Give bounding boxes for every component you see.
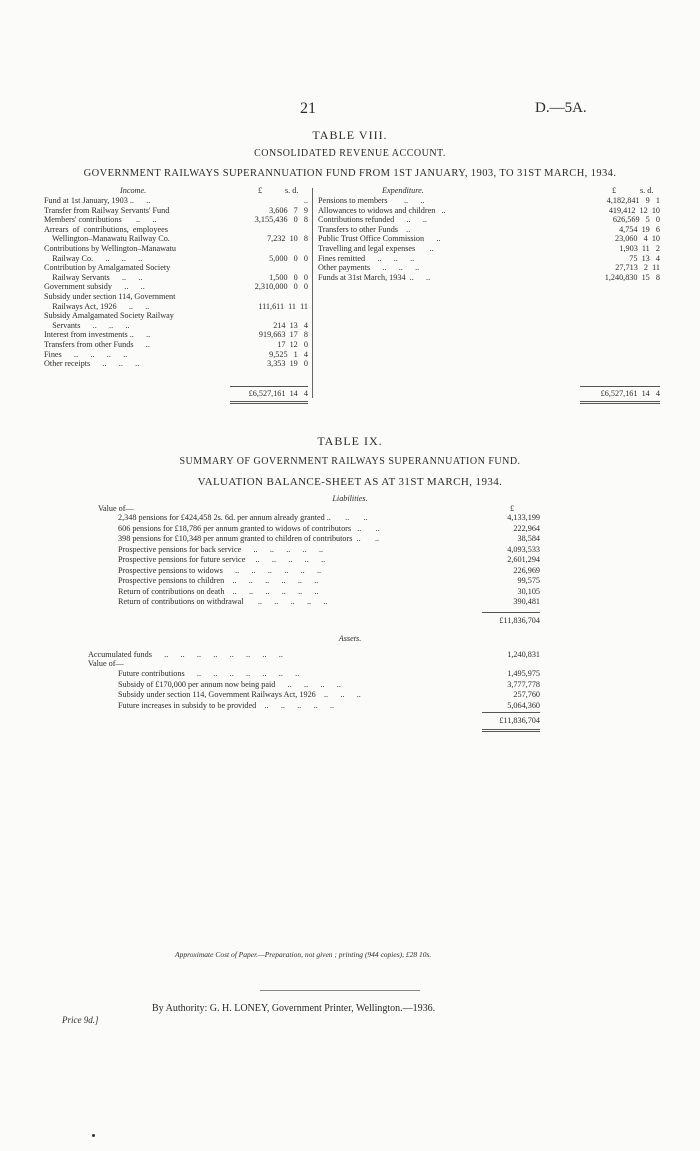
asset-line-label: Subsidy of £170,000 per annum now being paid .. .. .. .. [118, 679, 341, 689]
paper-cost-note: Approximate Cost of Paper.—Preparation, not given ; printing (944 copies), £28 10s. [175, 950, 432, 959]
expenditure-rule [580, 386, 660, 387]
asset-line-amount: 257,760 [513, 690, 540, 699]
income-line-amount: 3,606 7 9 [269, 205, 308, 215]
liability-line-label: Return of contributions on death .. .. .. .. .. .. [118, 586, 319, 596]
liabilities-total: £11,836,704 [499, 616, 540, 625]
liability-line-amount: 4,133,199 [507, 513, 540, 522]
income-line-label: Servants .. .. .. [44, 320, 130, 330]
table-9-title: TABLE IX. [317, 434, 383, 448]
assets-total: £11,836,704 [499, 716, 540, 725]
income-line-amount: 919,663 17 8 [258, 330, 308, 340]
income-line-label: Railway Co. .. .. .. [44, 253, 143, 263]
income-line-amount: .. [303, 196, 308, 205]
income-line-label: Interest from investments .. .. [44, 330, 151, 340]
asset-line-amount: 3,777,778 [507, 679, 540, 689]
value-of-label: Value of— [98, 504, 134, 513]
liabilities-header: Liabilities. [332, 494, 368, 503]
income-line-label: Subsidy Amalgamated Society Railway [44, 311, 174, 321]
expenditure-pound-header: £ [612, 186, 617, 195]
liability-line-label: Return of contributions on withdrawal .. .. .. .. .. [118, 597, 328, 606]
assets-value-of-label: Value of— [88, 659, 124, 668]
income-line-amount: 5,000 0 0 [269, 253, 308, 263]
expenditure-line-label: Transfers to other Funds .. [318, 224, 411, 234]
asset-line-label: Future increases in subsidy to be provided .. .. .. .. .. [118, 700, 335, 710]
liability-line-amount: 2,601,294 [507, 555, 540, 564]
expenditure-line-label: Public Trust Office Commission .. [318, 234, 441, 244]
liability-line-label: 398 pensions for £10,348 per annum granted to children of contributors .. .. [118, 534, 380, 543]
expenditure-line-amount: 1,240,830 15 8 [604, 272, 660, 282]
liability-line-amount: 30,105 [517, 586, 540, 596]
income-line-amount: 17 12 0 [277, 340, 308, 349]
liability-line-amount: 38,584 [517, 534, 540, 543]
table-8-title: TABLE VIII. [312, 128, 388, 142]
liability-line-label: Prospective pensions to children .. .. .. .. .. .. [118, 576, 319, 585]
table-9-heading: VALUATION BALANCE-SHEET AS AT 31ST MARCH, 1934. [197, 476, 503, 488]
expenditure-line-label: Fines remitted .. .. .. [318, 253, 415, 263]
asset-line-label: Future contributions .. .. .. .. .. .. .. [118, 669, 300, 678]
price-label: Price 9d.] [62, 1015, 99, 1025]
liabilities-rule [482, 612, 540, 613]
liability-line-amount: 99,575 [517, 576, 540, 585]
income-line-amount: 111,611 11 11 [258, 301, 308, 311]
expenditure-line-amount: 4,754 19 6 [619, 224, 660, 234]
expenditure-line-amount: 419,412 12 10 [608, 205, 660, 215]
income-line-amount: 3,155,436 0 8 [254, 215, 308, 225]
liabilities-pound-header: £ [510, 504, 515, 513]
expenditure-line-amount: 4,182,841 9 1 [606, 196, 660, 205]
income-double-rule-2 [230, 403, 308, 404]
expenditure-line-label: Other payments .. .. .. [318, 263, 420, 273]
expenditure-line-label: Pensions to members .. .. [318, 196, 425, 205]
expenditure-line-amount: 75 13 4 [629, 253, 660, 263]
liability-line-amount: 226,969 [513, 565, 540, 575]
expenditure-line-amount: 23,060 4 10 [614, 234, 660, 244]
income-header: Income. [120, 186, 147, 195]
assets-rule [482, 712, 540, 713]
assets-header: Assets. [338, 634, 362, 643]
liability-line-label: Prospective pensions for back service .. .. .. .. .. [118, 544, 324, 554]
asset-line-amount: 5,064,360 [507, 700, 540, 710]
income-line-amount: 9,525 1 4 [269, 349, 308, 359]
expenditure-sd-header: s. d. [640, 186, 654, 195]
income-line-amount: 2,310,000 0 0 [254, 282, 308, 292]
liability-line-label: Prospective pensions to widows .. .. .. .. .. .. [118, 565, 322, 575]
income-total: £6,527,161 14 4 [248, 389, 308, 398]
table-8-heading: GOVERNMENT RAILWAYS SUPERANNUATION FUND FROM 1ST JANUARY, 1903, TO 31ST MARCH, 1934. [83, 168, 617, 179]
accumulated-funds-label: Accumulated funds .. .. .. .. .. .. .. .. [88, 650, 283, 659]
income-double-rule [230, 401, 308, 402]
liability-line-amount: 222,964 [513, 523, 540, 533]
table-9-subtitle: SUMMARY OF GOVERNMENT RAILWAYS SUPERANNUATION FUND. [179, 456, 521, 467]
expenditure-line-amount: 626,569 5 0 [612, 215, 660, 225]
assets-double-rule [482, 729, 540, 730]
income-line-label: Other receipts .. .. .. [44, 359, 140, 369]
income-line-amount: 214 13 4 [273, 320, 308, 330]
income-line-label: Subsidy under section 114, Government [44, 292, 176, 301]
expenditure-line-label: Travelling and legal expenses .. [318, 244, 434, 253]
income-line-label: Railways Act, 1926 .. .. [44, 301, 150, 311]
income-line-label: Railway Servants .. .. [44, 272, 143, 282]
income-line-label: Transfer from Railway Servants' Fund [44, 205, 170, 215]
liability-line-label: Prospective pensions for future service .. .. .. .. .. [118, 555, 326, 564]
income-line-label: Fines .. .. .. .. [44, 349, 128, 359]
income-line-amount: 1,500 0 0 [269, 272, 308, 282]
printer-authority: By Authority: G. H. LONEY, Government Printer, Wellington.—1936. [152, 1003, 436, 1014]
expenditure-header: Expenditure. [382, 186, 424, 195]
income-rule [230, 386, 308, 387]
expenditure-line-label: Allowances to widows and children .. [318, 205, 446, 215]
assets-double-rule-2 [482, 731, 540, 732]
accumulated-funds-value: 1,240,831 [507, 650, 540, 659]
asset-line-amount: 1,495,975 [507, 669, 540, 678]
income-pound-header: £ [258, 186, 263, 195]
table-8-subtitle: CONSOLIDATED REVENUE ACCOUNT. [254, 148, 446, 159]
asset-line-label: Subsidy under section 114, Government Railways Act, 1926 .. .. .. [118, 690, 361, 699]
income-line-label: Arrears of contributions, employees [44, 224, 168, 234]
liability-line-amount: 4,093,533 [507, 544, 540, 554]
page-number: 21 [300, 100, 316, 117]
liability-line-label: 2,348 pensions for £424,458 2s. 6d. per annum already granted .. .. .. [118, 513, 368, 522]
income-line-label: Members' contributions .. .. [44, 215, 157, 225]
expenditure-double-rule [580, 401, 660, 402]
expenditure-line-label: Contributions refunded .. .. [318, 215, 427, 225]
income-line-amount: 7,232 10 8 [267, 234, 308, 244]
income-line-label: Contribution by Amalgamated Society [44, 263, 171, 273]
expenditure-total: £6,527,161 14 4 [600, 389, 660, 398]
footer-rule [260, 990, 420, 991]
expenditure-line-amount: 1,903 11 2 [619, 244, 660, 253]
income-line-label: Contributions by Wellington–Manawatu [44, 244, 176, 253]
document-reference: D.—5A. [535, 100, 587, 116]
expenditure-double-rule-2 [580, 403, 660, 404]
expenditure-line-amount: 27,713 2 11 [615, 263, 660, 273]
column-divider [312, 188, 313, 398]
liability-line-label: 606 pensions for £18,786 per annum granted to widows of contributors .. .. [118, 523, 380, 533]
income-line-label: Fund at 1st January, 1903 .. .. [44, 196, 151, 205]
income-line-label: Wellington–Manawatu Railway Co. [44, 234, 170, 244]
expenditure-line-label: Funds at 31st March, 1934 .. .. [318, 272, 431, 282]
ink-dot [92, 1134, 95, 1137]
income-line-label: Government subsidy .. .. [44, 282, 145, 292]
income-line-label: Transfers from other Funds .. [44, 340, 150, 349]
income-sd-header: s. d. [285, 186, 299, 195]
liability-line-amount: 390,481 [513, 597, 540, 606]
income-line-amount: 3,353 19 0 [267, 359, 308, 369]
